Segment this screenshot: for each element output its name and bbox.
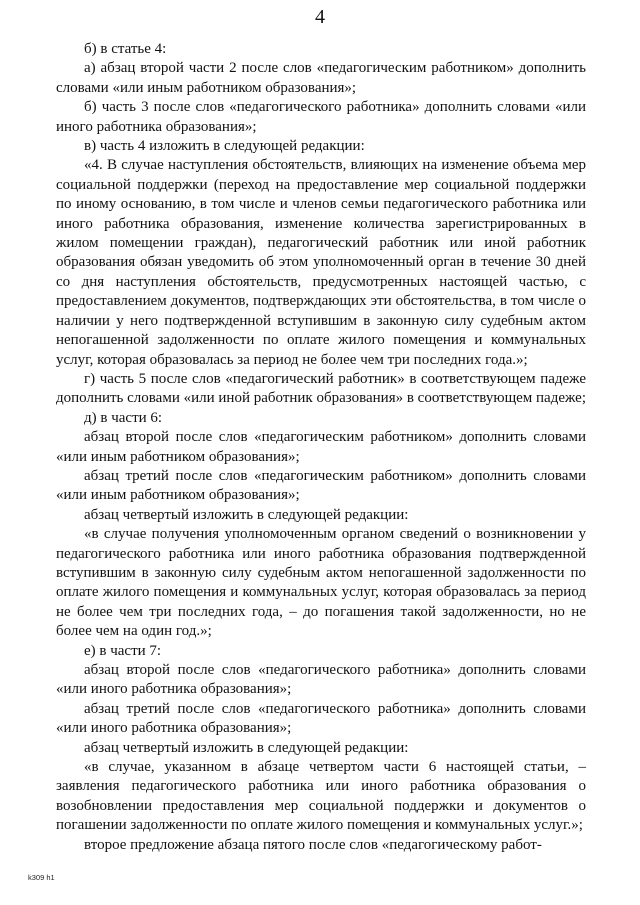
paragraph-part-4-text: «4. В случае наступления обстоятельств, влияющих на изменение объема мер социальной поддержки (переход на предоставление мер социальной поддержки по иному основанию, в том числе и членов семьи педагогического работника или иного работника образования, изменение количества зарегистрированных в жилом помещении граждан), педагогический работник или иной работник образования обязан уведомить об этом уполномоченный орган в течение 30 дней со дня наступления обстоятельств, предусмотренных настоящей частью, с предоставлением документов, подтверждающих эти обстоятельства, в том числе о наличии у него подтвержденной вступившим в законную силу судебным актом непогашенной задолженности по оплате жилого помещения и коммунальных услуг, которая образовалась за период не более чем три последних года.»;: [56, 157, 586, 368]
paragraph-item-b: б) часть 3 после слов «педагогического работника» дополнить словами «или иного работника образования»;: [56, 99, 586, 135]
paragraph-part-6-new-text: «в случае получения уполномоченным органом сведений о возникновении у педагогического работника или иного работника образования подтвержденной вступившим в законную силу судебным актом непогашенной задолженности по оплате жилого помещения и коммунальных услуг, которая образовалась за период не более чем три последних года, – до погашения такой задолженности, но не более чем на один год.»;: [56, 526, 586, 640]
paragraph-item-a: а) абзац второй части 2 после слов «педагогическим работником» дополнить словами «или иным работником образования»;: [56, 60, 586, 96]
footer-code: k309 h1: [28, 873, 55, 882]
paragraph-part-7-abzac-3: абзац третий после слов «педагогического работника» дополнить словами «или иного работника образования»;: [56, 700, 586, 737]
paragraph-part-7-abzac-2: абзац второй после слов «педагогического работника» дополнить словами «или иного работника образования»;: [56, 662, 586, 698]
paragraph-item-e: е) в части 7:: [84, 642, 162, 659]
paragraph-item-d: д) в части 6:: [84, 409, 163, 426]
paragraph-part-7-new-text: «в случае, указанном в абзаце четвертом части 6 настоящей статьи, – заявления педагогического работника или иного работника образования о возобновлении предоставления мер социальной поддержки и документов о погашении задолженности по оплате жилого помещения и коммунальных услуг.»;: [56, 759, 586, 834]
paragraph-item-v: в) часть 4 изложить в следующей редакции:: [84, 138, 365, 155]
paragraph-article-4-heading: б) в статье 4:: [84, 41, 167, 57]
paragraph-part-6-abzac-4: абзац четвертый изложить в следующей редакции:: [84, 506, 409, 523]
paragraph-part-7-abzac-5: второе предложение абзаца пятого после слов «педагогическому работ-: [84, 836, 542, 853]
paragraph-part-6-abzac-2: абзац второй после слов «педагогическим работником» дополнить словами «или иным работником образования»;: [56, 429, 586, 465]
paragraph-item-g: г) часть 5 после слов «педагогический работник» в соответствующем падеже дополнить словами «или иной работник образования» в соответствующем падеже;: [56, 370, 586, 407]
paragraph-part-6-abzac-3: абзац третий после слов «педагогическим работником» дополнить словами «или иным работником образования»;: [56, 467, 586, 504]
page-number: 4: [315, 6, 325, 28]
document-body: [56, 40, 586, 855]
paragraph-part-7-abzac-4: абзац четвертый изложить в следующей редакции:: [84, 739, 409, 756]
